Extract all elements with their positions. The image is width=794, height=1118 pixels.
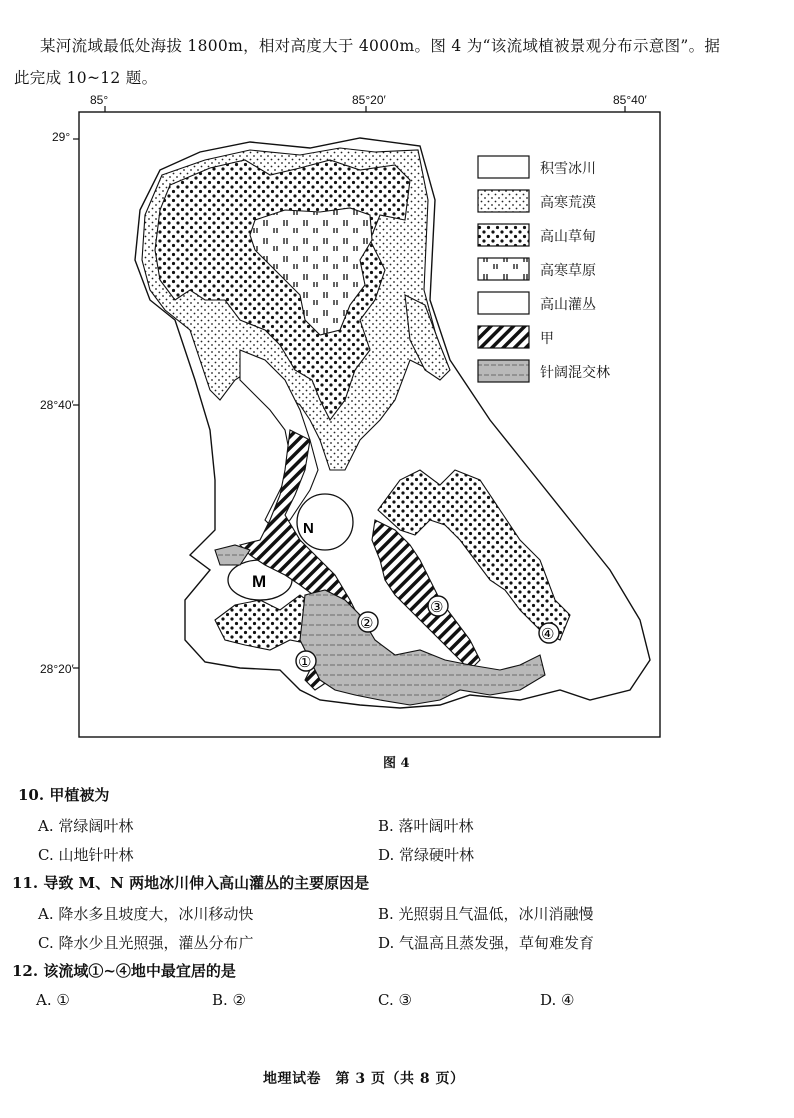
- label-point-3: ③: [430, 598, 444, 616]
- longitude-label-85-40: 85°40′: [613, 93, 647, 107]
- question-11-option-d[interactable]: D. 气温高且蒸发强，草甸难发育: [378, 934, 595, 952]
- question-11-option-b[interactable]: B. 光照弱且气温低，冰川消融慢: [378, 905, 594, 923]
- question-10-option-d[interactable]: D. 常绿硬叶林: [378, 846, 475, 864]
- label-M: M: [252, 572, 267, 591]
- question-11-option-c[interactable]: C. 降水少且光照强，灌丛分布广: [38, 934, 254, 952]
- legend-label-glacier: 积雪冰川: [540, 161, 596, 177]
- longitude-label-85-20: 85°20′: [352, 93, 386, 107]
- legend-swatch-desert: [478, 190, 529, 212]
- question-12-option-b[interactable]: B. ②: [212, 991, 247, 1009]
- legend-label-mixed-forest: 针阔混交林: [540, 365, 610, 381]
- legend-label-steppe: 高寒草原: [540, 263, 596, 279]
- legend-label-jia: 甲: [540, 331, 554, 347]
- legend-swatch-glacier: [478, 156, 529, 178]
- legend-swatch-meadow: [478, 224, 529, 246]
- legend-swatch-shrub: [478, 292, 529, 314]
- question-11-stem: 11. 导致 M、N 两地冰川伸入高山灌丛的主要原因是: [12, 874, 370, 892]
- legend-swatch-mixed-forest: [478, 360, 529, 382]
- legend-swatch-steppe: [478, 258, 529, 280]
- question-12-option-a[interactable]: A. ①: [36, 991, 70, 1009]
- label-point-2: ②: [360, 614, 374, 632]
- question-10-option-b[interactable]: B. 落叶阔叶林: [378, 817, 474, 835]
- question-10-option-c[interactable]: C. 山地针叶林: [38, 846, 134, 864]
- intro-line-1: 某河流域最低处海拔 1800m，相对高度大于 4000m。图 4 为“该流域植被景观分布示意图”。据: [40, 37, 721, 55]
- legend-swatch-jia: [478, 326, 529, 348]
- label-N: N: [303, 520, 314, 537]
- latitude-label-28-40: 28°40′: [40, 398, 74, 412]
- latitude-label-29: 29°: [52, 130, 71, 144]
- question-12-option-d[interactable]: D. ④: [540, 991, 575, 1009]
- question-12-stem: 12. 该流域①~④地中最宜居的是: [12, 962, 236, 980]
- latitude-label-28-20: 28°20′: [40, 662, 74, 676]
- question-11-option-a[interactable]: A. 降水多且坡度大，冰川移动快: [38, 905, 254, 923]
- question-10-option-a[interactable]: A. 常绿阔叶林: [38, 817, 134, 835]
- intro-line-2: 此完成 10~12 题。: [14, 69, 158, 87]
- figure-caption: 图 4: [383, 756, 410, 771]
- legend-label-meadow: 高山草甸: [540, 229, 596, 245]
- longitude-label-85: 85°: [90, 93, 109, 107]
- map-legend: [478, 156, 529, 382]
- question-10-stem: 10. 甲植被为: [18, 786, 110, 804]
- label-point-1: ①: [298, 653, 312, 671]
- question-12-option-c[interactable]: C. ③: [378, 991, 412, 1009]
- legend-label-desert: 高寒荒漠: [540, 195, 596, 211]
- label-point-4: ④: [541, 625, 555, 643]
- legend-label-shrub: 高山灌丛: [540, 297, 596, 313]
- page-footer: 地理试卷 第 3 页（共 8 页）: [263, 1071, 465, 1087]
